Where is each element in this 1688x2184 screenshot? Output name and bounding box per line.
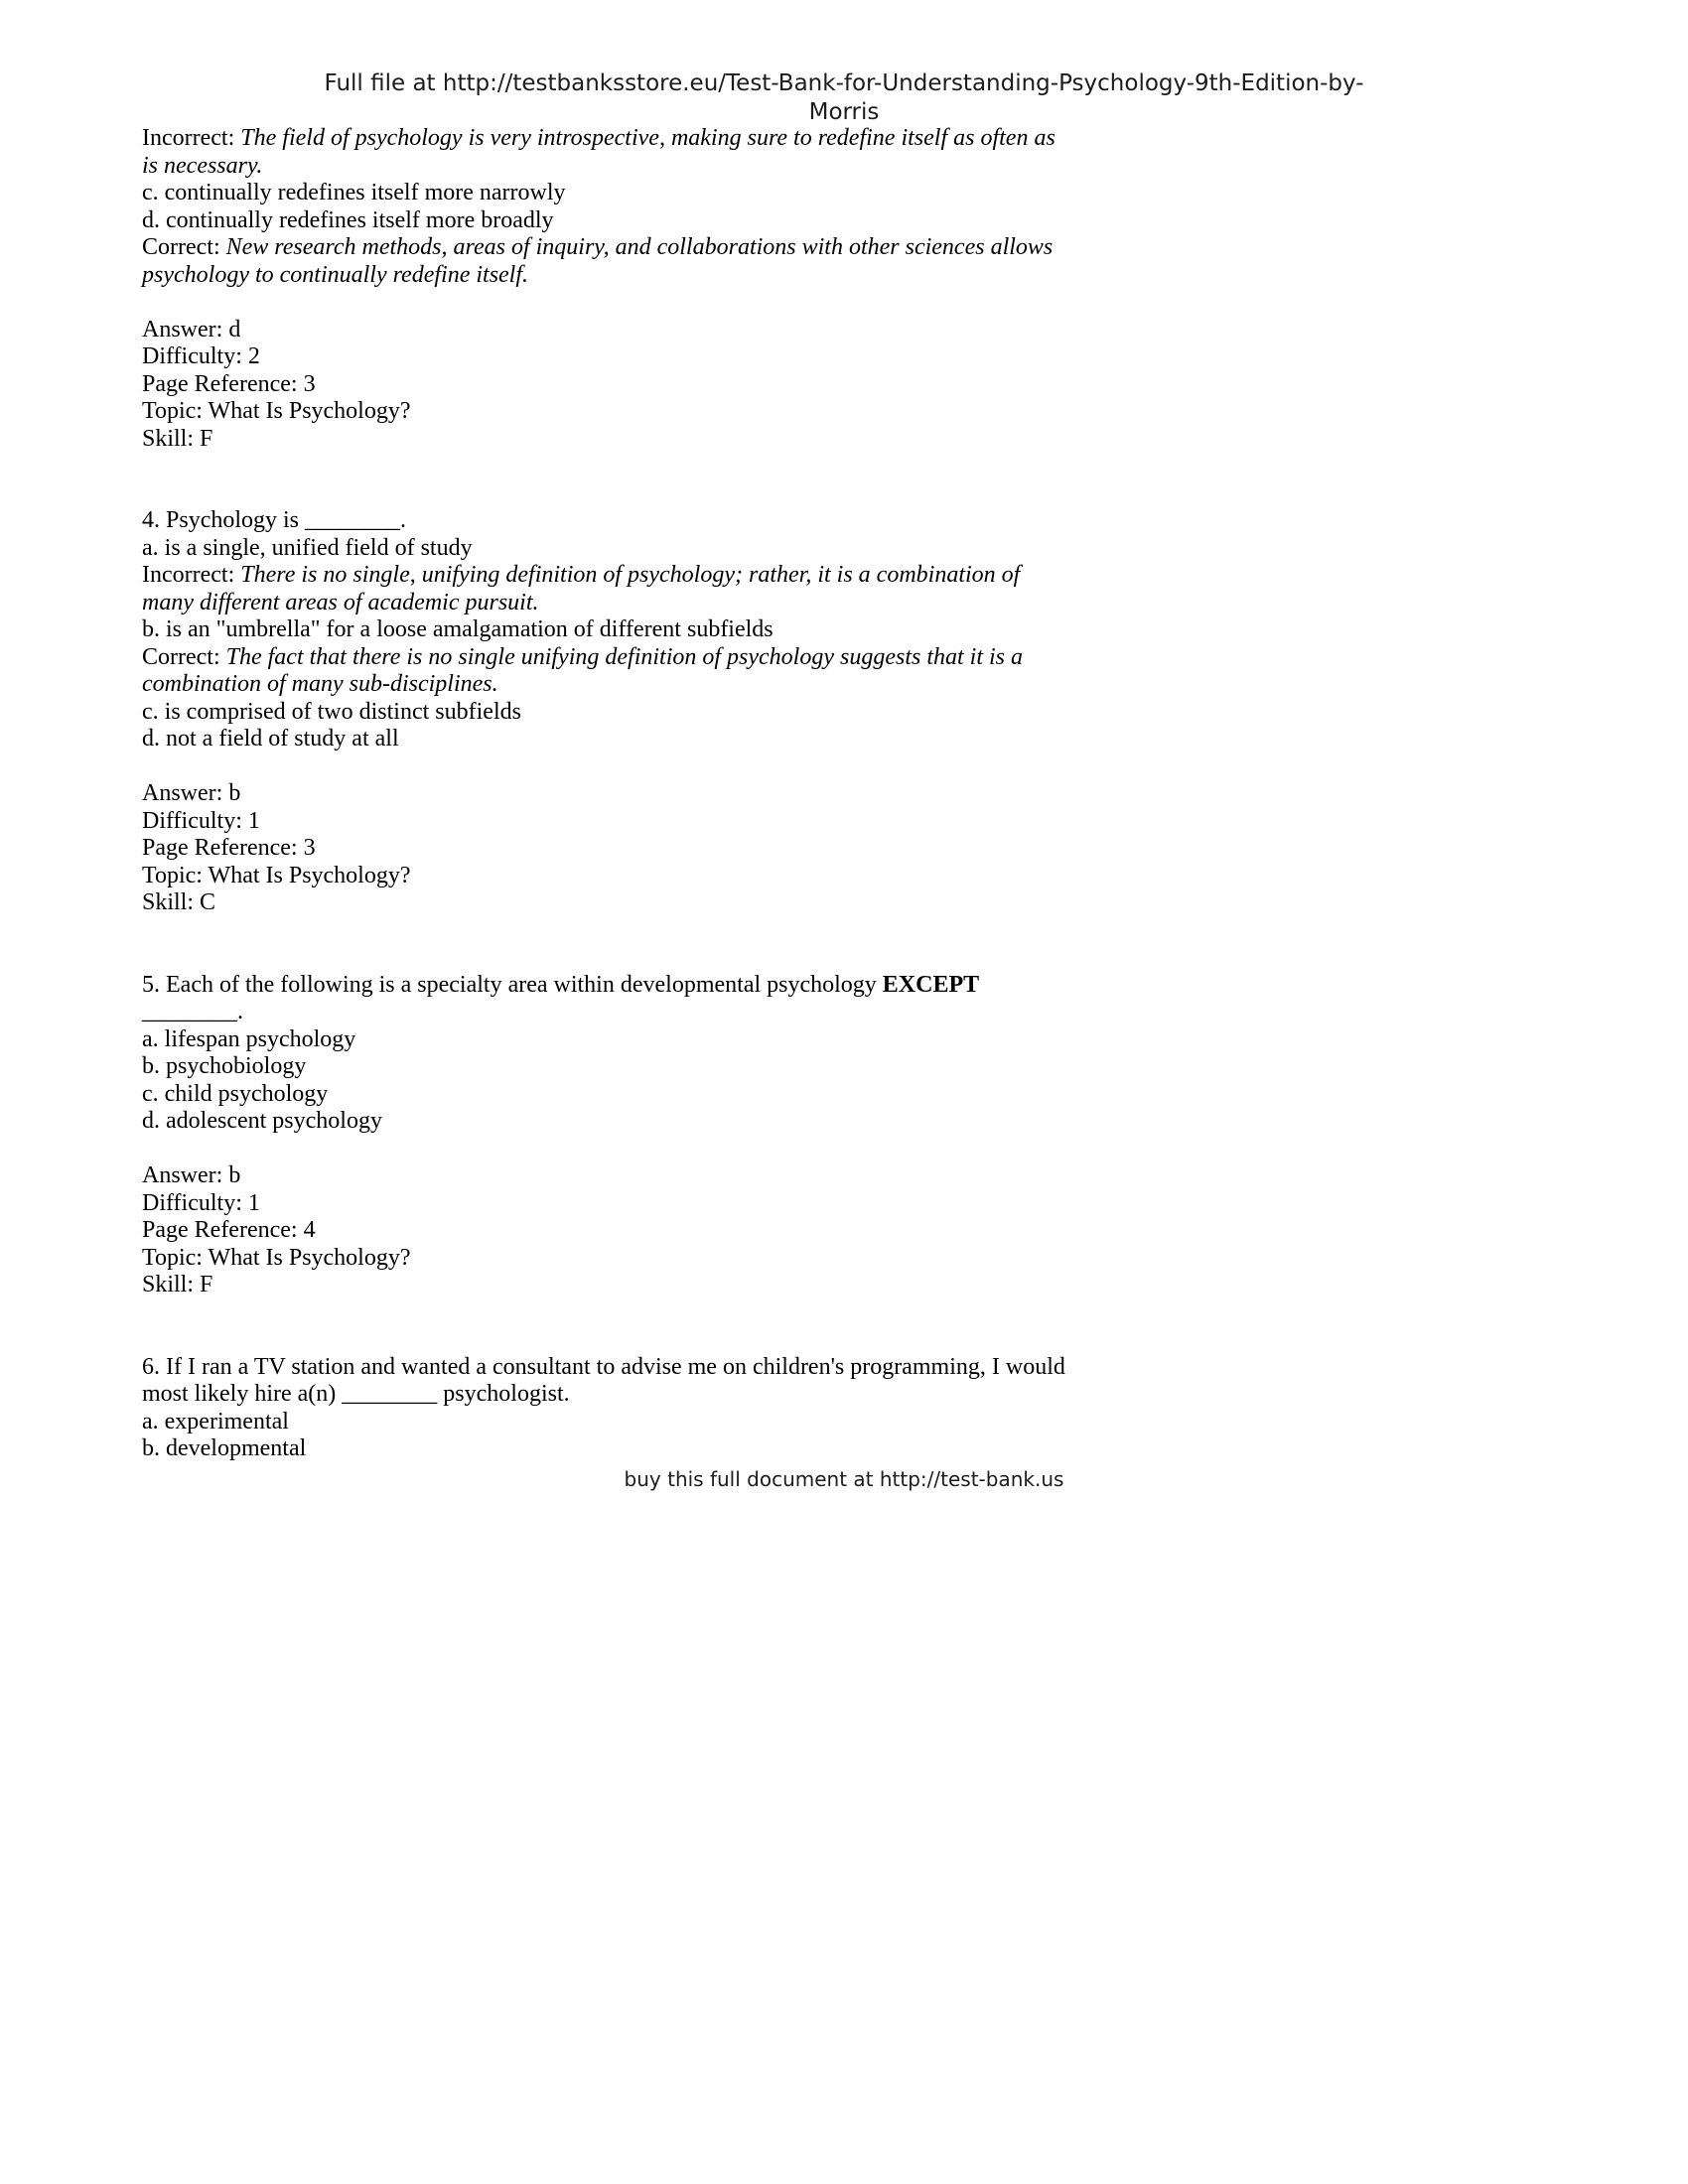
header-line: Morris xyxy=(808,99,880,125)
text-line xyxy=(142,234,1546,262)
text-run: The fact that there is no single unifying definition of psychology suggests that it is a xyxy=(225,643,1024,670)
text-run: combination of many sub-disciplines. xyxy=(142,671,498,697)
text-run: d. adolescent psychology xyxy=(142,1108,382,1134)
text-line xyxy=(142,863,1546,890)
text-line xyxy=(142,535,1546,563)
text-line xyxy=(142,343,1546,371)
text-run: Answer: b xyxy=(142,780,241,806)
text-line xyxy=(142,1354,1546,1382)
text-run: Incorrect: xyxy=(142,562,241,588)
blank-line xyxy=(142,1326,1546,1354)
text-run: Correct: xyxy=(142,234,226,260)
text-line xyxy=(142,1409,1546,1436)
text-run: Difficulty: 2 xyxy=(142,343,260,369)
text-line xyxy=(142,972,1546,1000)
text-run: most likely hire a(n) ________ psychologist. xyxy=(142,1381,570,1407)
text-line xyxy=(142,590,1546,617)
text-line xyxy=(142,726,1546,753)
blank-line xyxy=(142,1136,1546,1163)
blank-line xyxy=(142,753,1546,781)
text-run: Skill: F xyxy=(142,1272,213,1297)
text-run: Answer: d xyxy=(142,316,241,342)
text-run: Skill: F xyxy=(142,425,213,452)
text-run: c. child psychology xyxy=(142,1080,329,1107)
text-line xyxy=(142,999,1546,1026)
text-run: a. experimental xyxy=(142,1408,289,1434)
text-line xyxy=(142,153,1546,181)
text-line xyxy=(142,644,1546,672)
text-run: Page Reference: 4 xyxy=(142,1217,316,1243)
document-body xyxy=(142,125,1546,1463)
text-run: Difficulty: 1 xyxy=(142,807,260,834)
page-header xyxy=(142,69,1546,127)
text-run: a. lifespan psychology xyxy=(142,1025,356,1052)
text-run: Page Reference: 3 xyxy=(142,835,316,861)
text-run: Difficulty: 1 xyxy=(142,1189,260,1216)
text-line xyxy=(142,1162,1546,1190)
text-run: Topic: What Is Psychology? xyxy=(142,1244,411,1271)
text-run: d. continually redefines itself more broadly xyxy=(142,206,554,233)
text-line xyxy=(142,180,1546,207)
blank-line xyxy=(142,289,1546,317)
blank-line xyxy=(142,1299,1546,1327)
text-line xyxy=(142,562,1546,590)
text-run: c. continually redefines itself more narrowly xyxy=(142,180,566,205)
text-run: Correct: xyxy=(142,643,226,670)
blank-line xyxy=(142,480,1546,508)
text-line xyxy=(142,317,1546,344)
text-line xyxy=(142,125,1546,153)
text-line xyxy=(142,780,1546,808)
text-line xyxy=(142,371,1546,399)
text-line xyxy=(142,426,1546,454)
text-run: b. is an "umbrella" for a loose amalgamation of different subfields xyxy=(142,616,774,642)
text-run: b. developmental xyxy=(142,1435,307,1461)
text-run: New research methods, areas of inquiry, and collaborations with other sciences allows xyxy=(225,234,1054,260)
text-run: psychology to continually redefine itself. xyxy=(142,261,529,288)
text-line xyxy=(142,1381,1546,1409)
blank-line xyxy=(142,944,1546,972)
text-run: Topic: What Is Psychology? xyxy=(142,862,411,888)
text-line xyxy=(142,616,1546,644)
text-line xyxy=(142,1272,1546,1299)
text-run: 6. If I ran a TV station and wanted a consultant to advise me on children's programming, I would xyxy=(142,1353,1065,1380)
text-line xyxy=(142,699,1546,727)
text-run: ________. xyxy=(142,999,243,1024)
header-line: Full file at http://testbanksstore.eu/Test-Bank-for-Understanding-Psychology-9th-Edition-by- xyxy=(324,70,1364,96)
blank-line xyxy=(142,453,1546,480)
text-run: 5. Each of the following is a specialty area within developmental psychology xyxy=(142,971,883,998)
text-line xyxy=(142,1053,1546,1081)
text-run: is necessary. xyxy=(142,152,263,179)
page-footer: buy this full document at http://test-bank.us xyxy=(624,1467,1064,1491)
text-run: b. psychobiology xyxy=(142,1053,307,1079)
text-run: d. not a field of study at all xyxy=(142,726,399,751)
text-run: a. is a single, unified field of study xyxy=(142,534,473,561)
text-run: many different areas of academic pursuit. xyxy=(142,589,539,615)
text-run: There is no single, unifying definition of psychology; rather, it is a combination of xyxy=(240,562,1021,588)
text-line xyxy=(142,1108,1546,1136)
text-line xyxy=(142,1190,1546,1218)
text-line xyxy=(142,398,1546,426)
blank-line xyxy=(142,917,1546,945)
text-line xyxy=(142,835,1546,863)
text-line xyxy=(142,1435,1546,1463)
text-line xyxy=(142,808,1546,836)
text-line xyxy=(142,1026,1546,1054)
text-run: Page Reference: 3 xyxy=(142,370,316,397)
text-run: Skill: C xyxy=(142,889,216,915)
text-run: Incorrect: xyxy=(142,125,241,151)
text-line xyxy=(142,507,1546,535)
text-run: c. is comprised of two distinct subfields xyxy=(142,698,521,725)
text-run: EXCEPT xyxy=(882,971,980,998)
text-line xyxy=(142,207,1546,235)
text-line xyxy=(142,671,1546,699)
text-run: 4. Psychology is ________. xyxy=(142,507,407,533)
text-run: Topic: What Is Psychology? xyxy=(142,398,411,424)
text-line xyxy=(142,1217,1546,1245)
text-line xyxy=(142,1081,1546,1109)
text-line xyxy=(142,889,1546,917)
text-line xyxy=(142,1245,1546,1273)
text-line xyxy=(142,262,1546,290)
text-run: The field of psychology is very introspective, making sure to redefine itself as often as xyxy=(240,125,1055,151)
text-run: Answer: b xyxy=(142,1162,241,1188)
